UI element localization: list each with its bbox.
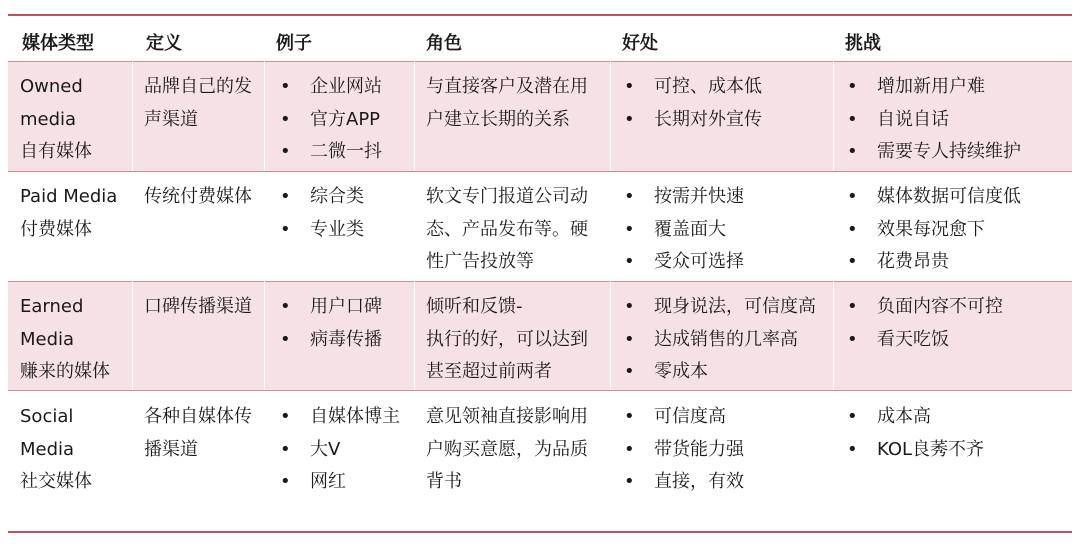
table-top-rule — [8, 14, 1072, 16]
header-definition: 定义 — [146, 33, 182, 54]
row-divider — [8, 281, 1072, 282]
benefit-item: • 可控、成本低 — [620, 71, 762, 104]
media-type-line: Media — [20, 438, 75, 460]
role-line: 户建立长期的关系 — [426, 108, 570, 130]
benefits-list — [620, 181, 744, 279]
example-item: • 自媒体博主 — [276, 401, 400, 434]
media-type-line: 赚来的媒体 — [20, 361, 110, 382]
definition-line: 传统付费媒体 — [144, 186, 252, 207]
example-item: • 二微一抖 — [276, 136, 382, 169]
example-item: • 企业网站 — [276, 71, 382, 104]
challenge-item: • 增加新用户难 — [843, 71, 1021, 104]
column-divider — [414, 281, 415, 390]
challenge-item: • 媒体数据可信度低 — [843, 181, 1021, 214]
column-divider — [414, 61, 415, 171]
header-benefits: 好处 — [622, 33, 658, 54]
role-line: 户购买意愿，为品质 — [426, 438, 588, 460]
challenge-item: • 花费昂贵 — [843, 246, 1021, 279]
role-cell — [426, 71, 588, 136]
role-line: 甚至超过前两者 — [426, 361, 552, 382]
role-line: 与直接客户及潜在用 — [426, 76, 588, 97]
challenge-item: • 看天吃饭 — [843, 324, 1003, 357]
definition-cell — [144, 181, 252, 214]
benefit-item: • 受众可选择 — [620, 246, 744, 279]
definition-line: 口碑传播渠道 — [144, 296, 252, 317]
header-media-type: 媒体类型 — [22, 33, 94, 54]
column-divider — [132, 61, 133, 171]
example-item: • 大V — [276, 434, 400, 467]
row-divider — [8, 390, 1072, 391]
challenge-item: • 负面内容不可控 — [843, 291, 1003, 324]
role-line: 态、产品发布等。硬 — [426, 218, 588, 240]
examples-list — [276, 401, 400, 499]
benefit-item: • 长期对外宣传 — [620, 104, 762, 137]
benefit-item: • 带货能力强 — [620, 434, 744, 467]
column-divider — [610, 61, 611, 171]
benefit-item: • 现身说法，可信度高 — [620, 291, 816, 324]
role-line: 软文专门报道公司动 — [426, 186, 588, 207]
role-line: 背书 — [426, 471, 462, 492]
media-type-line: Social — [20, 406, 74, 427]
table-bottom-rule — [8, 531, 1072, 533]
definition-line: 品牌自己的发 — [144, 76, 252, 97]
example-item: • 综合类 — [276, 181, 364, 214]
header-role: 角色 — [426, 33, 462, 54]
media-type-cell — [20, 401, 92, 499]
benefit-item: • 按需并快速 — [620, 181, 744, 214]
column-divider — [264, 61, 265, 171]
media-type-line: 自有媒体 — [20, 141, 92, 162]
challenges-list — [843, 401, 984, 466]
row-divider — [8, 171, 1072, 172]
role-cell — [426, 401, 588, 499]
challenges-list — [843, 71, 1021, 169]
benefits-list — [620, 401, 744, 499]
column-divider — [264, 281, 265, 390]
media-type-line: Paid Media — [20, 186, 118, 207]
media-type-line: Owned — [20, 76, 83, 97]
example-item: • 网红 — [276, 466, 400, 499]
examples-list — [276, 181, 364, 246]
challenge-item: • 成本高 — [843, 401, 984, 434]
role-cell — [426, 181, 588, 279]
example-item: • 病毒传播 — [276, 324, 382, 357]
media-type-line: Media — [20, 328, 75, 350]
definition-line: 各种自媒体传 — [144, 406, 252, 427]
benefit-item: • 覆盖面大 — [620, 214, 744, 247]
definition-line: 播渠道 — [144, 438, 198, 460]
column-divider — [833, 61, 834, 171]
media-type-cell — [20, 181, 117, 246]
examples-list — [276, 71, 382, 169]
definition-line: 声渠道 — [144, 108, 198, 130]
role-line: 性广告投放等 — [426, 251, 534, 272]
challenge-item: • KOL良莠不齐 — [843, 434, 984, 467]
benefits-list — [620, 71, 762, 136]
definition-cell — [144, 401, 252, 466]
challenge-item: • 需要专人持续维护 — [843, 136, 1021, 169]
header-challenges: 挑战 — [845, 33, 881, 54]
benefit-item: • 直接，有效 — [620, 466, 744, 499]
media-type-line: Earned — [20, 296, 84, 317]
role-line: 意见领袖直接影响用 — [426, 406, 588, 427]
challenge-item: • 效果每况愈下 — [843, 214, 1021, 247]
role-line: 执行的好，可以达到 — [426, 328, 588, 350]
header-examples: 例子 — [276, 33, 312, 54]
role-line: 倾听和反馈- — [426, 296, 523, 317]
role-cell — [426, 291, 588, 389]
definition-cell — [144, 291, 252, 324]
column-divider — [833, 281, 834, 390]
column-divider — [610, 281, 611, 390]
definition-cell — [144, 71, 252, 136]
example-item: • 用户口碑 — [276, 291, 382, 324]
benefit-item: • 可信度高 — [620, 401, 744, 434]
example-item: • 官方APP — [276, 104, 382, 137]
column-divider — [132, 281, 133, 390]
examples-list — [276, 291, 382, 356]
challenges-list — [843, 181, 1021, 279]
challenge-item: • 自说自话 — [843, 104, 1021, 137]
row-divider — [8, 61, 1072, 62]
media-type-cell — [20, 71, 92, 169]
media-type-cell — [20, 291, 110, 389]
benefits-list — [620, 291, 816, 389]
benefit-item: • 零成本 — [620, 356, 816, 389]
example-item: • 专业类 — [276, 214, 364, 247]
media-type-line: 付费媒体 — [20, 218, 92, 240]
media-type-line: 社交媒体 — [20, 471, 92, 492]
challenges-list — [843, 291, 1003, 356]
benefit-item: • 达成销售的几率高 — [620, 324, 816, 357]
media-type-line: media — [20, 108, 77, 130]
